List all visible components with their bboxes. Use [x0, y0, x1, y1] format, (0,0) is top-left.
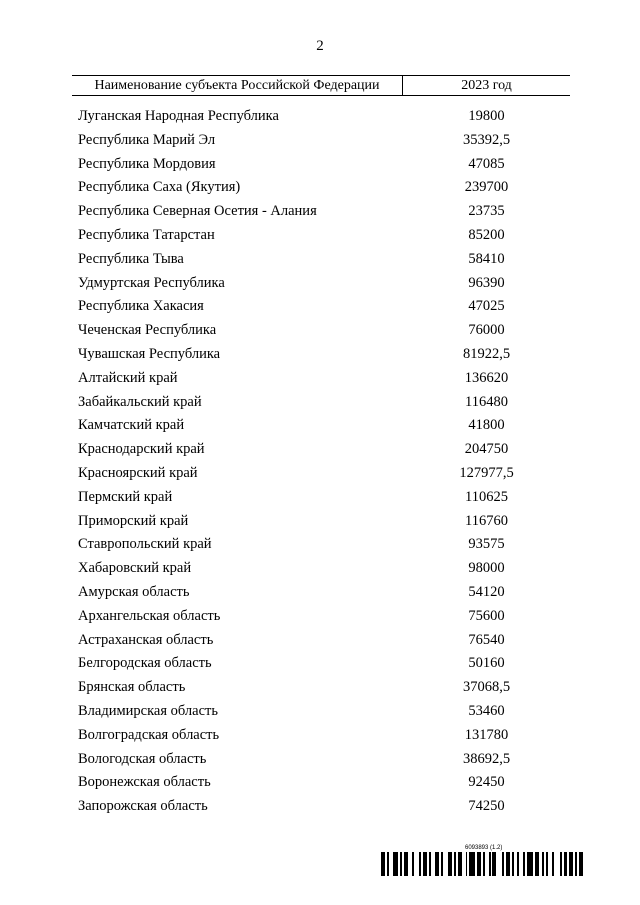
table-row	[72, 176, 570, 200]
subject-name-cell: Камчатский край	[78, 417, 185, 434]
value-2023-cell: 239700	[464, 179, 509, 196]
subject-name-cell: Республика Марий Эл	[78, 131, 216, 148]
subject-name-cell: Ставропольский край	[78, 536, 212, 553]
table-row	[72, 153, 570, 177]
value-2023-cell: 131780	[464, 726, 509, 743]
value-2023-cell: 92450	[468, 774, 505, 791]
subject-name-cell: Республика Саха (Якутия)	[78, 179, 241, 196]
table-row	[72, 367, 570, 391]
value-2023-cell: 136620	[464, 369, 509, 386]
table-body	[72, 105, 570, 819]
table-row	[72, 248, 570, 272]
value-2023-cell: 81922,5	[462, 345, 511, 362]
value-2023-cell: 53460	[468, 702, 505, 719]
value-2023-cell: 204750	[464, 441, 509, 458]
subject-name-cell: Республика Тыва	[78, 250, 184, 267]
subject-name-cell: Красноярский край	[78, 464, 198, 481]
subject-name-cell: Пермский край	[78, 488, 173, 505]
value-2023-cell: 116480	[465, 393, 508, 410]
table-row	[72, 652, 570, 676]
subject-name-cell: Луганская Народная Республика	[78, 108, 279, 124]
value-2023-cell: 75600	[468, 607, 505, 624]
subject-name-cell: Республика Татарстан	[78, 226, 215, 243]
subject-name-cell: Воронежская область	[78, 774, 211, 791]
value-2023-cell: 74250	[468, 798, 505, 815]
table-row	[72, 676, 570, 700]
barcode-icon	[381, 852, 589, 876]
subject-name-cell: Алтайский край	[78, 369, 178, 386]
table-row	[72, 629, 570, 653]
column-header-year: 2023 год	[461, 78, 512, 93]
table-row	[72, 700, 570, 724]
table-row	[72, 295, 570, 319]
table-row	[72, 581, 570, 605]
value-2023-cell: 58410	[468, 250, 505, 267]
value-2023-cell: 85200	[468, 226, 505, 243]
subject-name-cell: Республика Северная Осетия - Алания	[78, 203, 317, 220]
table-row	[72, 462, 570, 486]
table-row	[72, 343, 570, 367]
table-row	[72, 200, 570, 224]
table-row	[72, 724, 570, 748]
subject-name-cell: Хабаровский край	[78, 560, 192, 577]
table-row	[72, 748, 570, 772]
table-row	[72, 391, 570, 415]
table-row	[72, 272, 570, 296]
value-2023-cell: 127977,5	[459, 464, 514, 481]
table-row	[72, 414, 570, 438]
subject-name-cell: Забайкальский край	[78, 393, 202, 410]
subject-name-cell: Брянская область	[78, 679, 186, 696]
table-row	[72, 510, 570, 534]
subject-name-cell: Чувашская Республика	[78, 345, 221, 362]
table-row	[72, 129, 570, 153]
document-code: 6093893 (1.2)	[465, 845, 503, 851]
value-2023-cell: 54120	[468, 583, 505, 600]
value-2023-cell: 38692,5	[462, 750, 511, 767]
value-2023-cell: 47085	[468, 155, 505, 172]
table-row	[72, 533, 570, 557]
table-row	[72, 319, 570, 343]
subject-name-cell: Владимирская область	[78, 702, 218, 719]
value-2023-cell: 35392,5	[462, 131, 511, 148]
table-row	[72, 795, 570, 819]
column-header-subject: Наименование субъекта Российской Федерации	[72, 76, 403, 95]
value-2023-cell: 116760	[465, 512, 508, 529]
subject-name-cell: Республика Хакасия	[78, 298, 204, 315]
table-row	[72, 105, 570, 129]
value-2023-cell: 50160	[468, 655, 505, 672]
subject-name-cell: Астраханская область	[78, 631, 214, 648]
value-2023-cell: 96390	[468, 274, 505, 291]
value-2023-cell: 98000	[468, 560, 505, 577]
value-2023-cell: 76000	[468, 322, 505, 339]
value-2023-cell: 41800	[468, 417, 505, 434]
subject-name-cell: Волгоградская область	[78, 726, 220, 743]
table-header	[72, 75, 570, 96]
table-row	[72, 224, 570, 248]
table-row	[72, 605, 570, 629]
table-row	[72, 557, 570, 581]
subject-name-cell: Амурская область	[78, 583, 190, 600]
table-row	[72, 771, 570, 795]
value-2023-cell: 47025	[468, 298, 505, 315]
value-2023-cell: 76540	[468, 631, 505, 648]
subject-name-cell: Вологодская область	[78, 750, 207, 767]
subject-name-cell: Запорожская область	[78, 798, 208, 815]
value-2023-cell: 37068,5	[462, 679, 511, 696]
value-2023-cell: 93575	[468, 536, 505, 553]
subject-name-cell: Приморский край	[78, 512, 189, 529]
subject-name-cell: Архангельская область	[78, 607, 221, 624]
subject-name-cell: Республика Мордовия	[78, 155, 216, 172]
subject-name-cell: Удмуртская Республика	[78, 274, 225, 291]
page-number: 2	[316, 38, 324, 54]
value-2023-cell: 19800	[468, 108, 505, 124]
table-row	[72, 438, 570, 462]
subject-name-cell: Чеченская Республика	[78, 322, 217, 339]
value-2023-cell: 23735	[468, 203, 505, 220]
table-row	[72, 486, 570, 510]
value-2023-cell: 110625	[465, 488, 508, 505]
subject-name-cell: Белгородская область	[78, 655, 212, 672]
subject-name-cell: Краснодарский край	[78, 441, 205, 458]
